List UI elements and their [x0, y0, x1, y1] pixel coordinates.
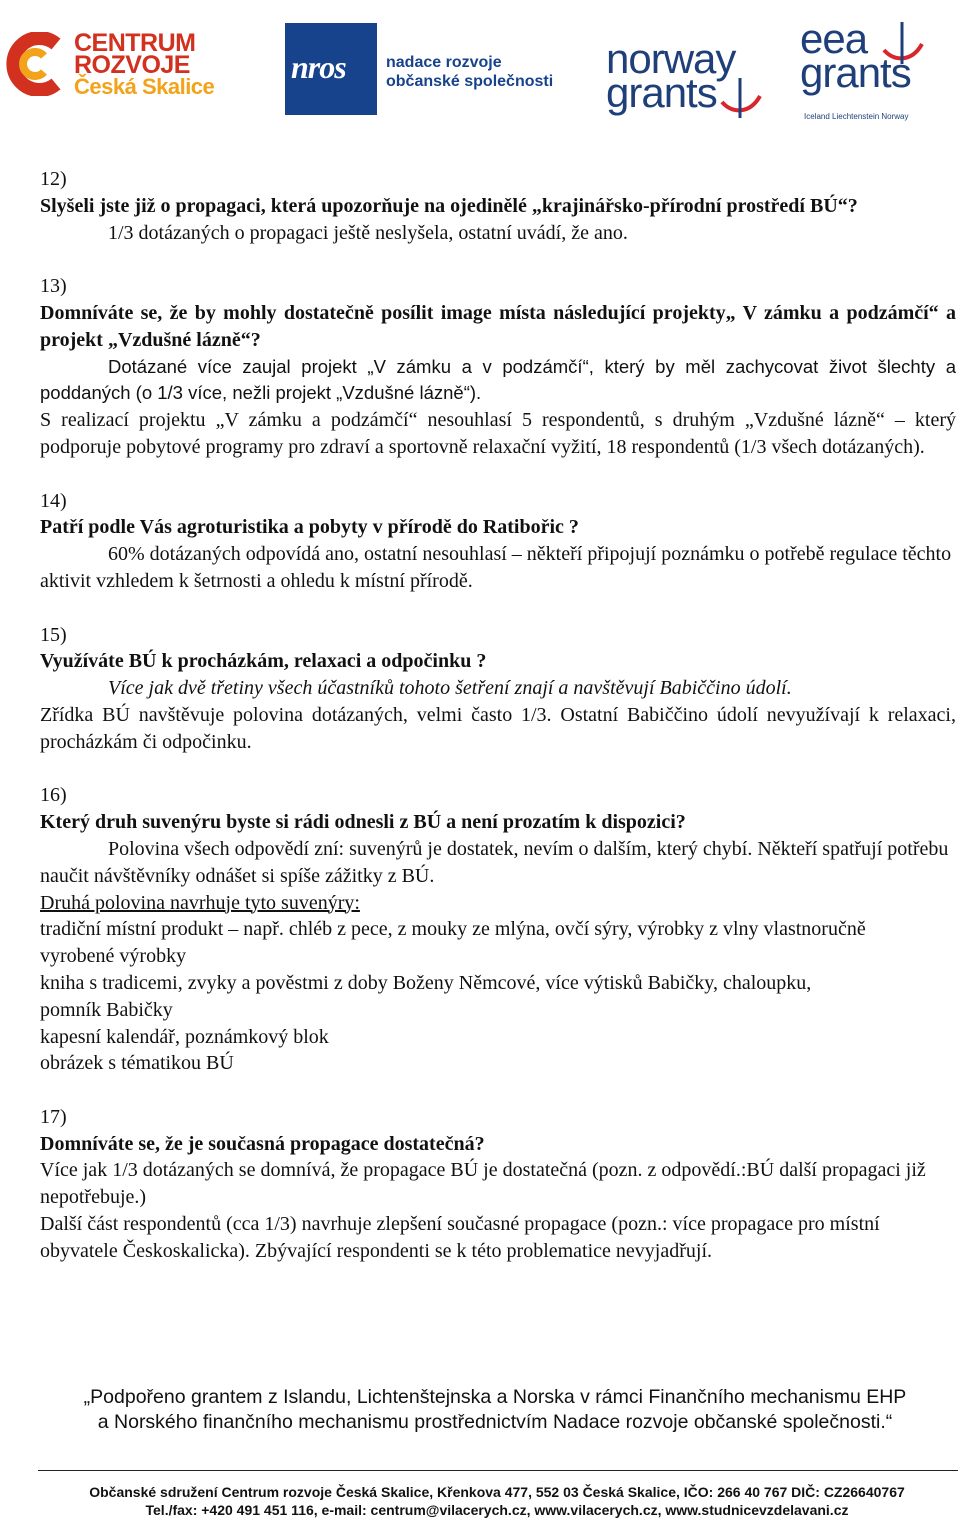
- centrum-logo-line3: Česká Skalice: [74, 74, 215, 99]
- nros-line2: občanské společnosti: [386, 73, 554, 90]
- eea-grants-word: grants: [800, 49, 911, 96]
- q14-number: 14): [40, 489, 67, 512]
- centrum-logo-line2: ROZVOJE: [74, 51, 190, 79]
- grant-support-line2: a Norského finančního mechanismu prostřednictvím Nadace rozvoje občanské společnosti.“: [97, 1411, 893, 1433]
- q16-question: Který druh suvenýru byste si rádi odnesli z BÚ a není prozatím k dispozici?: [40, 811, 686, 834]
- centrum-logo-text: [74, 29, 215, 99]
- q15-number: 15): [40, 623, 67, 646]
- centrum-rozvoje-logo: [4, 26, 219, 106]
- footer-divider: [38, 1470, 958, 1471]
- q16-item-1: tradiční místní produkt – např. chléb z pece, z mouky ze mlýna, ovčí sýry, výrobky z vlny vlastnoručně vyrobené výrobky: [40, 918, 866, 968]
- q17-answer-1: Více jak 1/3 dotázaných se domnívá, že propagace BÚ je dostatečná (pozn. z odpovědí.:BÚ další propagaci již nepotřebuje.): [40, 1159, 926, 1209]
- q16-list-heading: Druhá polovina navrhuje tyto suvenýry:: [40, 891, 360, 914]
- nros-mark: [285, 23, 377, 115]
- q13-answer-1: Dotázané více zaujal projekt „V zámku a v podzámčí“, který by měl zachycovat život šlechty a poddaných (o 1/3 více, nežli projekt „Vzdušné lázně“).: [40, 355, 956, 404]
- centrum-c-icon: [4, 32, 66, 96]
- footer-address-block: [0, 1483, 960, 1519]
- norway-word: norway: [606, 35, 736, 82]
- q15-answer-italic: Více jak dvě třetiny všech účastníků tohoto šetření znají a navštěvují Babiččino údolí.: [108, 677, 792, 700]
- q13-question: Domníváte se, že by mohly dostatečně posílit image místa následující projekty„ V zámku a podzámčí“ a projekt „Vzdušné lázně“?: [40, 301, 956, 351]
- eea-grants-logo: [800, 15, 960, 122]
- eea-subtitle: Iceland Liechtenstein Norway: [804, 112, 909, 121]
- q17-question: Domníváte se, že je současná propagace dostatečná?: [40, 1132, 485, 1155]
- q16-number: 16): [40, 784, 67, 807]
- q14-question: Patří podle Vás agroturistika a pobyty v přírodě do Ratibořic ?: [40, 516, 579, 539]
- norway-grants-logo: [606, 35, 776, 122]
- q15-question: Využíváte BÚ k procházkám, relaxaci a odpočinku ?: [40, 650, 487, 673]
- norway-grants-word: grants: [606, 69, 717, 116]
- q16-item-3: kapesní kalendář, poznámkový blok: [40, 1025, 329, 1048]
- nros-logo-text: [386, 53, 553, 91]
- grant-support-line1: „Podpořeno grantem z Islandu, Lichtenštejnska a Norska v rámci Finančního mechanismu EHP: [83, 1386, 907, 1408]
- footer-contact: Tel./fax: +420 491 451 116, e-mail: centrum@vilacerych.cz, www.vilacerych.cz, www.studnicevzdelavani.cz: [145, 1502, 849, 1518]
- survey-results: [40, 166, 956, 1265]
- nros-mark-text: nros: [291, 49, 346, 85]
- footer-address: Občanské sdružení Centrum rozvoje Česká Skalice, Křenkova 477, 552 03 Česká Skalice, IČO: 266 40 767 DIČ: CZ26640767: [89, 1484, 905, 1500]
- q13-answer-2: S realizací projektu „V zámku a podzámčí“ nesouhlasí 5 respondentů, s druhým „Vzdušné lázně“ – který podporuje pobytové programy pro zdraví a sportovně relaxační vyžití, 18 respondentů (1/3 všech dotázaných).: [40, 409, 956, 458]
- logo-bar: [0, 14, 960, 124]
- q16-answer: Polovina všech odpovědí zní: suvenýrů je dostatek, nevím o dalším, který chybí. Někteří spatřují potřebu naučit návštěvníky odnášet si spíše zážitky z BÚ.: [40, 837, 949, 887]
- q12-number: 12): [40, 168, 67, 190]
- q16-item-4: obrázek s tématikou BÚ: [40, 1052, 234, 1075]
- norway-swirl-icon: [718, 74, 764, 120]
- nros-logo: [285, 23, 585, 115]
- q15-answer: Zřídka BÚ navštěvuje polovina dotázaných, velmi často 1/3. Ostatní Babiččino údolí nevyužívají k relaxaci, procházkám či odpočinku.: [40, 703, 956, 753]
- eea-word: eea: [800, 15, 868, 62]
- q17-number: 17): [40, 1105, 67, 1128]
- q16-item-2: kniha s tradicemi, zvyky a pověstmi z doby Boženy Němcové, více výtisků Babičky, chaloupku, pomník Babičky: [40, 971, 812, 1021]
- q13-number: 13): [40, 275, 67, 298]
- q12-question: Slyšeli jste již o propagaci, která upozorňuje na ojedinělé „krajinářsko-přírodní prostředí BÚ“?: [40, 194, 858, 217]
- eea-swirl-icon: [880, 20, 926, 66]
- q17-answer-2: Další část respondentů (cca 1/3) navrhuje zlepšení současné propagace (pozn.: více propagace pro místní obyvatele Českoskalicka). Zbývající respondenti se k této problematice nevyjadřují.: [40, 1213, 880, 1262]
- nros-line1: nadace rozvoje: [386, 54, 502, 71]
- grant-support-note: [0, 1385, 960, 1435]
- q14-answer: 60% dotázaných odpovídá ano, ostatní nesouhlasí – někteří připojují poznámku o potřebě regulace těchto aktivit vzhledem k šetrnosti a ohledu k místní přírodě.: [40, 543, 952, 592]
- q12-answer: 1/3 dotázaných o propagaci ještě neslyšela, ostatní uvádí, že ano.: [108, 221, 628, 244]
- centrum-logo-line1: CENTRUM: [74, 29, 196, 57]
